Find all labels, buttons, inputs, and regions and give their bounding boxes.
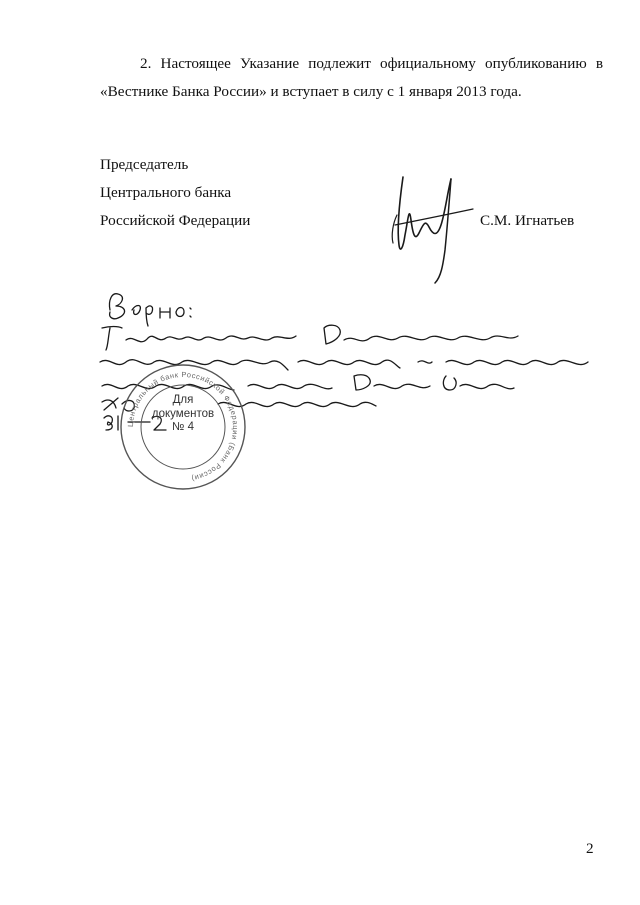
signature-image [385,175,480,285]
page-number: 2 [586,840,594,857]
stamp-center-line: документов [151,407,215,420]
stamp-center-text [118,394,248,435]
stamp-ring-text: Центральный банк Российской Федерации (Банк России) [125,369,241,484]
signatory-name: С.М. Игнатьев [480,212,575,229]
signatory-title-line: Российской Федерации [100,212,251,229]
signatory-title-line: Центрального банка [100,184,232,201]
signatory-title [100,151,250,235]
stamp-center-line: № 4 [172,421,194,433]
signatory-title-line: Председатель [100,156,189,173]
paragraph-2 [100,50,603,106]
paragraph-line-2: «Вестнике Банка России» и вступает в силу с 1 января 2013 года. [100,83,522,100]
stamp-center-line: Для [172,394,194,406]
paragraph-line-1: 2. Настоящее Указание подлежит официальному опубликованию в [140,55,603,72]
